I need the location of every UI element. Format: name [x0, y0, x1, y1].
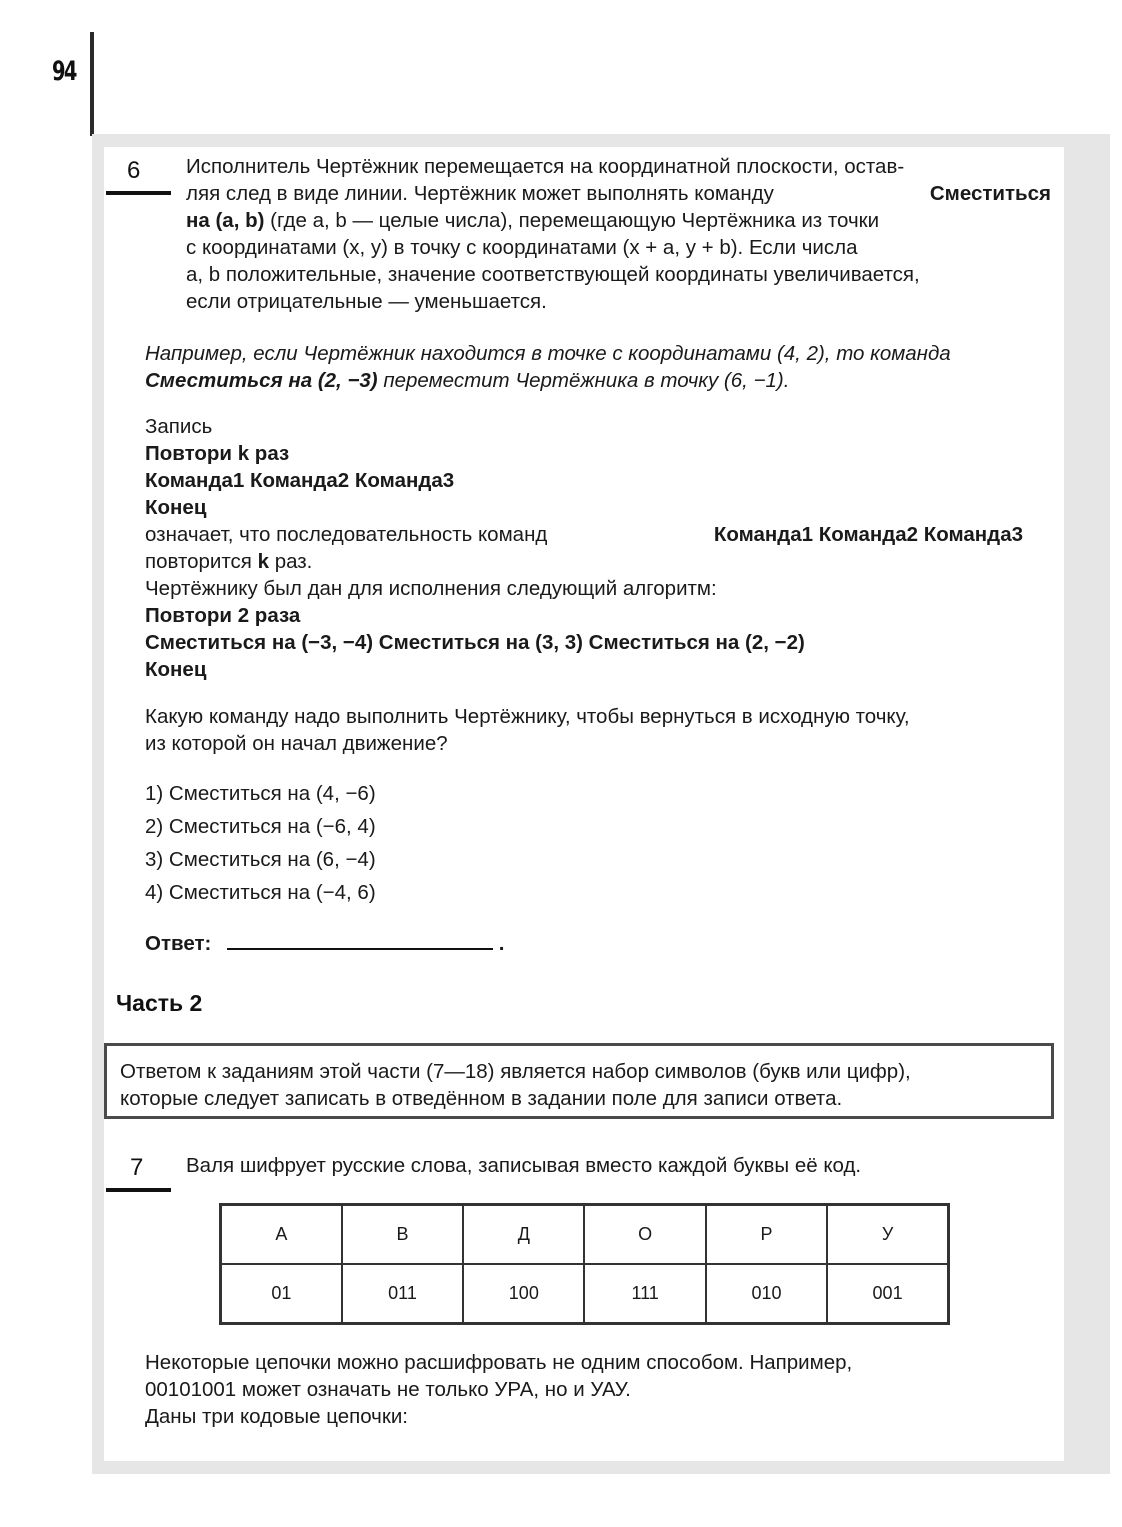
- task6-answer: [145, 928, 504, 957]
- part2-title: Часть 2: [116, 990, 203, 1016]
- meaning-commands: Команда1 Команда2 Команда3: [713, 523, 1023, 546]
- code-cell: 010: [706, 1264, 827, 1324]
- task7-text-line: Некоторые цепочки можно расшифровать не одним способом. Например,: [145, 1351, 853, 1374]
- code-cell: 011: [342, 1264, 463, 1324]
- code-cell: 01: [221, 1264, 342, 1324]
- code-cell: 111: [584, 1264, 705, 1324]
- task6-intro-line: с координатами (x, y) в точку с координатами (x + a, y + b). Если числа: [186, 236, 858, 259]
- task6-intro-line: [186, 207, 1051, 234]
- task6-intro-line: [186, 180, 1051, 207]
- algorithm-intro: Чертёжнику был дан для исполнения следующий алгоритм:: [145, 577, 717, 600]
- task6-example: [145, 340, 1051, 394]
- task6-intro-text: ляя след в виде линии. Чертёжник может выполнять команду: [186, 182, 774, 205]
- answer-end: .: [498, 932, 505, 955]
- table-row: [221, 1264, 949, 1324]
- task6-example-cmd: Сместиться на (2, −3): [145, 369, 378, 392]
- meaning-line: [145, 548, 1051, 575]
- code-cell: 001: [827, 1264, 948, 1324]
- instructions-line: Ответом к заданиям этой части (7—18) является набор символов (букв или цифр),: [120, 1060, 911, 1083]
- option-3[interactable]: 3) Сместиться на (6, −4): [145, 848, 376, 871]
- task6-intro-cmd-args: на (a, b): [186, 209, 265, 232]
- notation-label: Запись: [145, 415, 213, 438]
- question-line: из которой он начал движение?: [145, 732, 448, 755]
- letter-cell: Д: [463, 1205, 584, 1265]
- letter-cell: Р: [706, 1205, 827, 1265]
- letter-cell: У: [827, 1205, 948, 1265]
- option-1[interactable]: 1) Сместиться на (4, −6): [145, 782, 376, 805]
- meaning-start: означает, что последовательность команд: [145, 523, 548, 546]
- task7-number-rule: [106, 1188, 171, 1192]
- task6-example-rest: переместит Чертёжника в точку (6, −1).: [383, 369, 790, 392]
- task6-intro-cmd: Сместиться: [929, 182, 1051, 205]
- notation-commands: Команда1 Команда2 Команда3: [145, 469, 455, 492]
- question-line: Какую команду надо выполнить Чертёжнику, чтобы вернуться в исходную точку,: [145, 705, 910, 728]
- task6-options: [145, 777, 376, 909]
- part2-instructions-box: [104, 1043, 1054, 1119]
- task6-example-line: Например, если Чертёжник находится в точке с координатами (4, 2), то команда: [145, 342, 951, 365]
- algorithm-repeat: Повтори 2 раза: [145, 604, 301, 627]
- letter-cell: В: [342, 1205, 463, 1265]
- instructions-line: которые следует записать в отведённом в задании поле для записи ответа.: [120, 1087, 843, 1110]
- margin-rule: [90, 32, 94, 136]
- task7-text: [145, 1349, 1051, 1430]
- notation-repeat: Повтори k раз: [145, 442, 290, 465]
- letter-code-table: [219, 1203, 950, 1325]
- letter-cell: О: [584, 1205, 705, 1265]
- algorithm-end: Конец: [145, 658, 207, 681]
- task6-question: [145, 703, 1051, 757]
- algorithm-body: Сместиться на (−3, −4) Сместиться на (3, 3) Сместиться на (2, −2): [145, 631, 805, 654]
- task7-number: 7: [130, 1154, 144, 1181]
- task6-intro-line: Исполнитель Чертёжник перемещается на координатной плоскости, остав-: [186, 155, 905, 178]
- meaning-repeats: повторится: [145, 550, 252, 573]
- task6-intro: [186, 153, 1051, 315]
- answer-field[interactable]: [227, 928, 493, 950]
- notation-end: Конец: [145, 496, 207, 519]
- task6-example-line: [145, 367, 1051, 394]
- option-4[interactable]: 4) Сместиться на (−4, 6): [145, 881, 376, 904]
- meaning-line: [145, 521, 1023, 548]
- task6-intro-text: (где a, b — целые числа), перемещающую Чертёжника из точки: [270, 209, 880, 232]
- task6-number: 6: [127, 157, 141, 184]
- task7-text-line: Даны три кодовые цепочки:: [145, 1405, 408, 1428]
- meaning-k: k: [257, 550, 269, 573]
- task7-text-line: 00101001 может означать не только УРА, но и УАУ.: [145, 1378, 631, 1401]
- task7-intro: Валя шифрует русские слова, записывая вместо каждой буквы её код.: [186, 1154, 862, 1177]
- letter-cell: А: [221, 1205, 342, 1265]
- option-2[interactable]: 2) Сместиться на (−6, 4): [145, 815, 376, 838]
- page-number: 94: [52, 56, 76, 87]
- meaning-times: раз.: [274, 550, 313, 573]
- task6-number-rule: [106, 191, 171, 195]
- answer-label: Ответ:: [145, 932, 212, 955]
- task6-intro-line: если отрицательные — уменьшается.: [186, 290, 547, 313]
- table-row: [221, 1205, 949, 1265]
- task6-intro-line: a, b положительные, значение соответствующей координаты увеличивается,: [186, 263, 920, 286]
- task6-notation: [145, 413, 1051, 683]
- code-cell: 100: [463, 1264, 584, 1324]
